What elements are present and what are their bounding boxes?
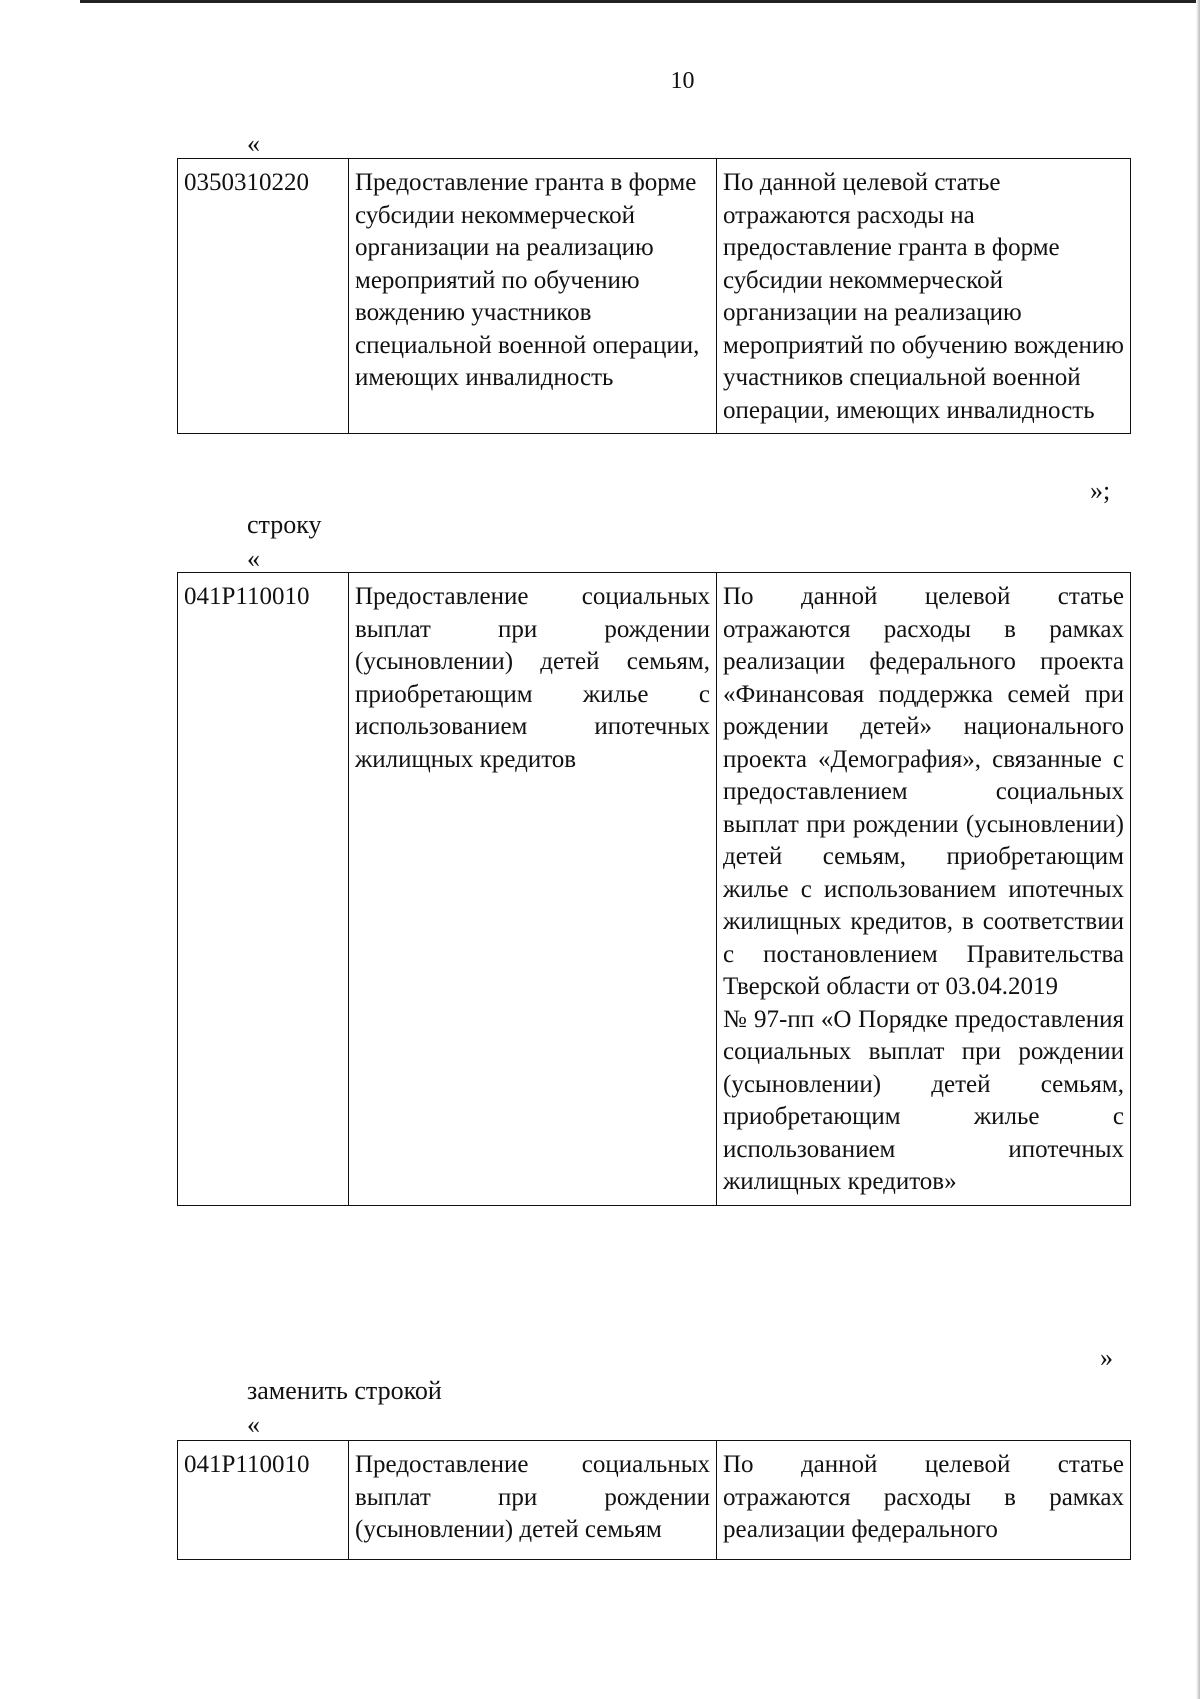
table-row [178, 159, 1131, 434]
name-cell [349, 1441, 717, 1560]
close-quote-1: »; [1090, 476, 1111, 505]
description-cell [717, 1441, 1131, 1560]
name-text: Предоставление социальных выплат при рождении (усыновлении) детей семьям [355, 1451, 710, 1543]
description-text-part1: По данной целевой статье отражаются расходы в рамках реализации федерального проекта «Финансовая поддержка семей при рождении детей» национального проекта «Демография», связанные с предоставлением социальных выплат при рождении (усыновлении) детей семьям, приобретающим жилье с использованием ипотечных жилищных кредитов, в соответствии с постановлением Правительства Тверской области от 03.04.2019 [723, 583, 1124, 1000]
code-text: 0350310220 [184, 169, 309, 196]
close-quote-2: » [1100, 1343, 1113, 1372]
open-quote-3: « [247, 1410, 260, 1439]
scan-edge-right [1196, 0, 1200, 1699]
instruction-replace: заменить строкой [247, 1376, 442, 1405]
description-cell [717, 159, 1131, 434]
table-row [178, 1441, 1131, 1560]
page-number: 10 [670, 68, 695, 94]
open-quote-1: « [247, 129, 260, 158]
budget-table-3 [177, 1440, 1131, 1560]
description-text: По данной целевой статье отражаются расходы на предоставление гранта в форме субсидии некоммерческой организации на реализацию мероприятий по обучению вождению участников специальной военной операции, имеющих инвалидность [723, 169, 1124, 424]
description-text: По данной целевой статье отражаются расходы в рамках реализации федерального [723, 1451, 1124, 1543]
budget-table-1 [177, 158, 1131, 434]
instruction-row: строку [247, 510, 322, 539]
code-cell [178, 573, 349, 1206]
code-cell [178, 159, 349, 434]
budget-table-2 [177, 572, 1131, 1206]
code-cell [178, 1441, 349, 1560]
open-quote-2: « [247, 544, 260, 573]
code-text: 041P110010 [184, 1451, 310, 1478]
name-cell [349, 159, 717, 434]
name-cell [349, 573, 717, 1206]
scan-edge-top [80, 0, 1200, 3]
code-text: 041P110010 [184, 583, 310, 610]
name-text: Предоставление социальных выплат при рождении (усыновлении) детей семьям, приобретающим жилье с использованием ипотечных жилищных кредитов [355, 583, 710, 773]
name-text: Предоставление гранта в форме субсидии некоммерческой организации на реализацию мероприятий по обучению вождению участников специальной военной операции, имеющих инвалидность [355, 169, 700, 391]
description-text-part2: № 97-пп «О Порядке предоставления социальных выплат при рождении (усыновлении) детей семьям, приобретающим жилье с использованием ипотечных жилищных кредитов» [723, 1005, 1124, 1195]
description-cell [717, 573, 1131, 1206]
table-row [178, 573, 1131, 1206]
